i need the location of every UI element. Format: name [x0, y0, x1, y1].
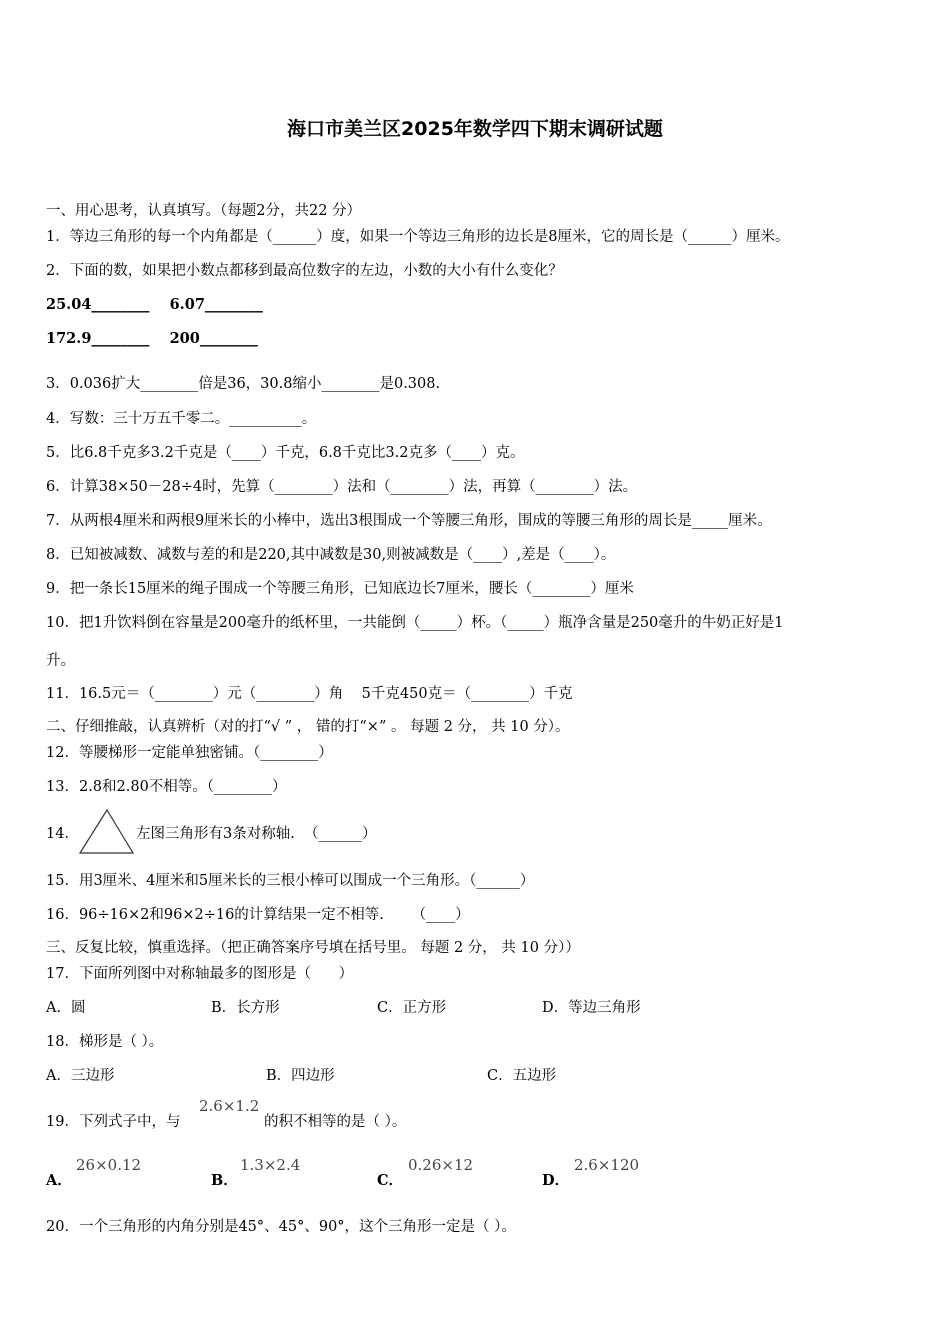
question-14-text: 左图三角形有3条对称轴. （______） — [136, 826, 377, 842]
q19-option-c-expression: 0.26×12 — [408, 1156, 474, 1174]
question-2: 2．下面的数，如果把小数点都移到最高位数字的左边，小数的大小有什么变化？ — [46, 263, 563, 279]
q17-option-a: A．圆 — [46, 1000, 86, 1016]
question-7: 7．从两根4厘米和两根9厘米长的小棒中，选出3根围成一个等腰三角形，围成的等腰三角形的周长是_____厘米。 — [46, 513, 772, 529]
q19-option-b-expression: 1.3×2.4 — [240, 1156, 301, 1174]
question-10-line-1: 10．把1升饮料倒在容量是200毫升的纸杯里，一共能倒（_____）杯。（_____）瓶净含量是250毫升的牛奶正好是1 — [46, 615, 784, 631]
q18-option-b: B．四边形 — [266, 1068, 335, 1084]
question-14-number: 14． — [46, 826, 79, 842]
section-3-heading: 三、反复比较，慎重选择。（把正确答案序号填在括号里。 每题 2 分， 共 10 分）） — [46, 940, 580, 956]
question-20: 20．一个三角形的内角分别是45°、45°、90°，这个三角形一定是（ ）。 — [46, 1219, 516, 1235]
q18-option-c: C．五边形 — [487, 1068, 557, 1084]
page-title: 海口市美兰区2025年数学四下期末调研试题 — [287, 118, 663, 140]
question-13: 13．2.8和2.80不相等。（________） — [46, 779, 287, 795]
q17-option-d: D．等边三角形 — [542, 1000, 641, 1016]
section-2-heading: 二、仔细推敲，认真辨析（对的打“√ ” ， 错的打“×” 。 每题 2 分， 共 10 分）。 — [46, 719, 570, 735]
q17-option-b: B．长方形 — [211, 1000, 280, 1016]
question-8: 8．已知被减数、减数与差的和是220,其中减数是30,则被减数是（____）,差是（____）。 — [46, 547, 616, 563]
question-2-row-1: 25.04________ 6.07________ — [46, 296, 263, 313]
question-19-suffix: 的积不相等的是（ ）。 — [264, 1114, 407, 1130]
question-5: 5．比6.8千克多3.2千克是（____）千克，6.8千克比3.2克多（____）克。 — [46, 445, 525, 461]
question-18: 18．梯形是（ ）。 — [46, 1034, 164, 1050]
q18-option-a: A．三边形 — [46, 1068, 115, 1084]
q19-option-a-label: A． — [46, 1172, 72, 1189]
question-10-line-2: 升。 — [46, 653, 75, 669]
q19-option-a-expression: 26×0.12 — [76, 1156, 142, 1174]
q19-option-c-label: C． — [377, 1172, 404, 1189]
question-6: 6．计算38×50－28÷4时，先算（________）法和（________）法，再算（________）法。 — [46, 479, 638, 495]
question-2-row-2: 172.9________ 200________ — [46, 330, 258, 347]
question-9: 9．把一条长15厘米的绳子围成一个等腰三角形，已知底边长7厘米，腰长（________）厘米 — [46, 581, 634, 597]
question-17: 17．下面所列图中对称轴最多的图形是（ ） — [46, 966, 354, 982]
q19-option-d-label: D． — [542, 1172, 570, 1189]
question-19-expression: 2.6×1.2 — [199, 1097, 260, 1115]
question-15: 15．用3厘米、4厘米和5厘米长的三根小棒可以围成一个三角形。（______） — [46, 873, 535, 889]
question-12: 12．等腰梯形一定能单独密铺。（________） — [46, 745, 333, 761]
section-1-heading: 一、用心思考，认真填写。（每题2分，共22 分） — [46, 203, 362, 219]
q17-option-c: C．正方形 — [377, 1000, 447, 1016]
triangle-figure — [78, 808, 136, 856]
q19-option-d-expression: 2.6×120 — [574, 1156, 640, 1174]
q19-option-b-label: B． — [211, 1172, 238, 1189]
question-4: 4．写数：三十万五千零二。__________。 — [46, 411, 317, 427]
question-16: 16．96÷16×2和96×2÷16的计算结果一定不相等. （____） — [46, 907, 470, 923]
question-11: 11．16.5元＝（________）元（________）角 5千克450克＝（________）千克 — [46, 686, 573, 702]
question-3: 3．0.036扩大________倍是36，30.8缩小________是0.308. — [46, 376, 441, 392]
question-1: 1．等边三角形的每一个内角都是（______）度，如果一个等边三角形的边长是8厘米，它的周长是（______）厘米。 — [46, 229, 790, 245]
question-19-prefix: 19．下列式子中，与 — [46, 1114, 181, 1130]
